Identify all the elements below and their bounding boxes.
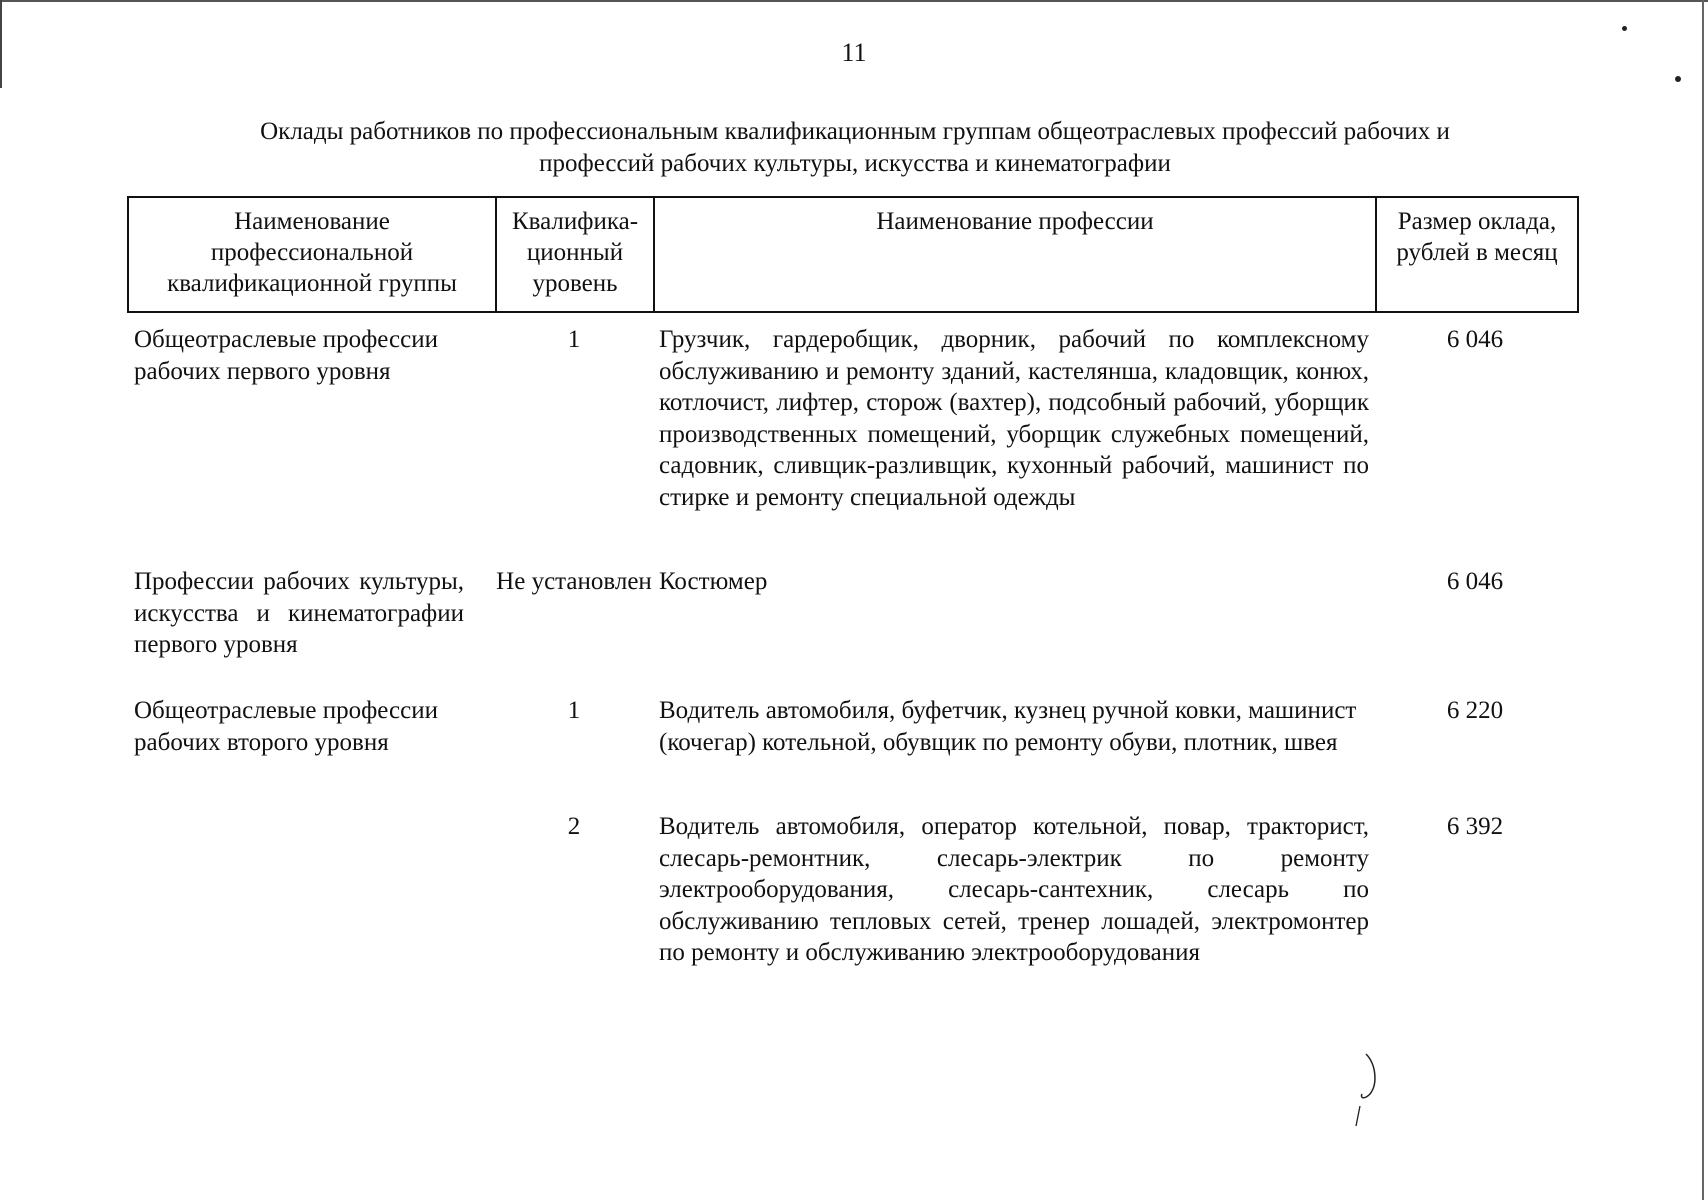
header-level: Квалифика-ционный уровень [496, 197, 654, 312]
header-profession: Наименование профессии [654, 197, 1376, 312]
document-title [120, 116, 1590, 180]
row-professions: Водитель автомобиля, буфетчик, кузнец ручной ковки, машинист (кочегар) котельной, обувщик по ремонту обуви, плотник, швея [659, 697, 1357, 756]
row-group: Профессии рабочих культуры, искусства и кинематографии первого уровня [134, 568, 464, 658]
row-group: Общеотраслевые профессии рабочих второго уровня [134, 697, 438, 756]
row-salary: 6 046 [1446, 326, 1504, 353]
row-salary: 6 046 [1446, 568, 1504, 595]
table-header [127, 196, 1579, 313]
row-group: Общеотраслевые профессии рабочих первого уровня [134, 326, 438, 385]
row-level: 1 [567, 326, 581, 353]
row-level: 2 [567, 813, 581, 840]
handwritten-mark [1348, 1050, 1388, 1130]
scan-top-edge [0, 0, 1708, 2]
row-professions: Водитель автомобиля, оператор котельной, повар, тракторист, слесарь-ремонтник, слесарь-электрик по ремонту электрооборудования, слесарь-сантехник, слесарь по обслуживанию тепловых сетей, тренер лошадей, электромонтер по ремонту и обслуживанию электрооборудования [659, 813, 1369, 966]
scan-right-edge [1702, 0, 1704, 1200]
title-line-2: профессий рабочих культуры, искусства и кинематографии [539, 150, 1171, 177]
row-level: 1 [567, 697, 581, 724]
header-group: Наименование профессиональной квалификационной группы [128, 197, 496, 312]
scan-speck [1622, 26, 1627, 31]
row-salary: 6 392 [1446, 813, 1504, 840]
page-number: 11 [841, 38, 867, 67]
header-salary: Размер оклада, рублей в месяц [1376, 197, 1578, 312]
row-professions: Грузчик, гардеробщик, дворник, рабочий по комплексному обслуживанию и ремонту зданий, кастелянша, кладовщик, конюх, котлочист, лифтер, сторож (вахтер), подсобный рабочий, уборщик производственных помещений, уборщик служебных помещений, садовник, сливщик-разливщик, кухонный рабочий, машинист по стирке и ремонту специальной одежды [659, 326, 1369, 511]
row-level: Не установлен [496, 568, 652, 595]
scan-speck [1675, 76, 1681, 82]
title-line-1: Оклады работников по профессиональным квалификационным группам общеотраслевых профессий рабочих и [260, 118, 1450, 145]
row-professions: Костюмер [659, 568, 768, 595]
row-salary: 6 220 [1446, 697, 1504, 724]
